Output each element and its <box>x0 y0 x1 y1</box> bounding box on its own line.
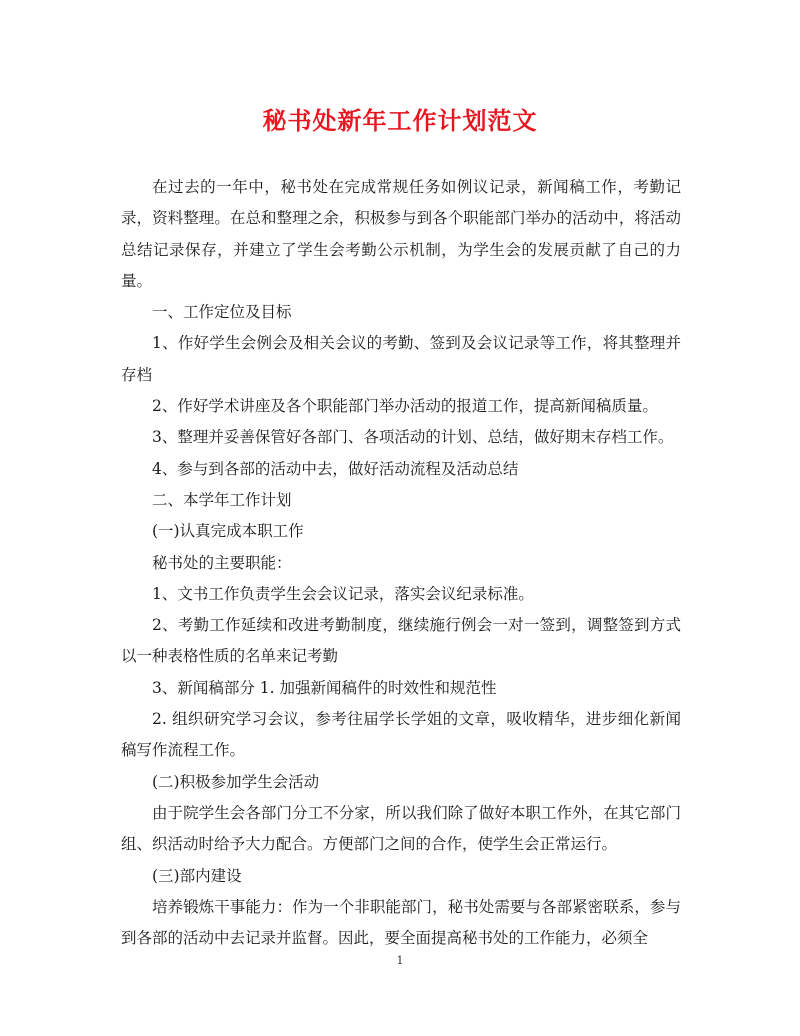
page-number: 1 <box>396 954 404 967</box>
paragraph: 由于院学生会各部门分工不分家，所以我们除了做好本职工作外，在其它部门组、织活动时给予大力配合。方便部门之间的合作，使学生会正常运行。 <box>121 803 681 854</box>
paragraph: 培养锻炼干事能力：作为一个非职能部门，秘书处需要与各部紧密联系，参与到各部的活动中去记录并监督。因此，要全面提高秘书处的工作能力，必须全 <box>121 897 681 948</box>
section-heading-1: 一、工作定位及目标 <box>152 303 292 322</box>
subsection-heading: (三)部内建设 <box>152 866 242 885</box>
paragraph-intro: 在过去的一年中，秘书处在完成常规任务如例议记录，新闻稿工作，考勤记录，资料整理。在总和整理之余，积极参与到各个职能部门举办的活动中，将活动总结记录保存，并建立了学生会考勤公示机制，为学生会的发展贡献了自己的力量。 <box>121 178 681 290</box>
list-item: 2、考勤工作延续和改进考勤制度，继续施行例会一对一签到，调整签到方式以一种表格性质的名单来记考勤 <box>121 616 681 666</box>
list-item: 3、新闻稿部分 1. 加强新闻稿件的时效性和规范性 <box>152 678 497 697</box>
list-item: 3、整理并妥善保管好各部门、各项活动的计划、总结，做好期末存档工作。 <box>152 428 674 447</box>
list-item: 2. 组织研究学习会议，参考往届学长学姐的文章，吸收精华，进步细化新闻稿写作流程工作。 <box>121 710 681 760</box>
paragraph: 秘书处的主要职能： <box>152 553 292 572</box>
section-heading-2: 二、本学年工作计划 <box>152 490 292 509</box>
list-item: 4、参与到各部的活动中去，做好活动流程及活动总结 <box>152 459 519 478</box>
subsection-heading: (二)积极参加学生会活动 <box>152 772 320 791</box>
subsection-heading: (一)认真完成本职工作 <box>152 522 304 541</box>
list-item: 1、文书工作负责学生会会议记录，落实会议纪录标准。 <box>152 584 534 603</box>
page-title: 秘书处新年工作计划范文 <box>262 106 538 135</box>
document-body <box>121 172 681 954</box>
list-item: 2、作好学术讲座及各个职能部门举办活动的报道工作，提高新闻稿质量。 <box>152 397 658 416</box>
list-item: 1、作好学生会例会及相关会议的考勤、签到及会议记录等工作，将其整理并存档 <box>121 334 681 384</box>
